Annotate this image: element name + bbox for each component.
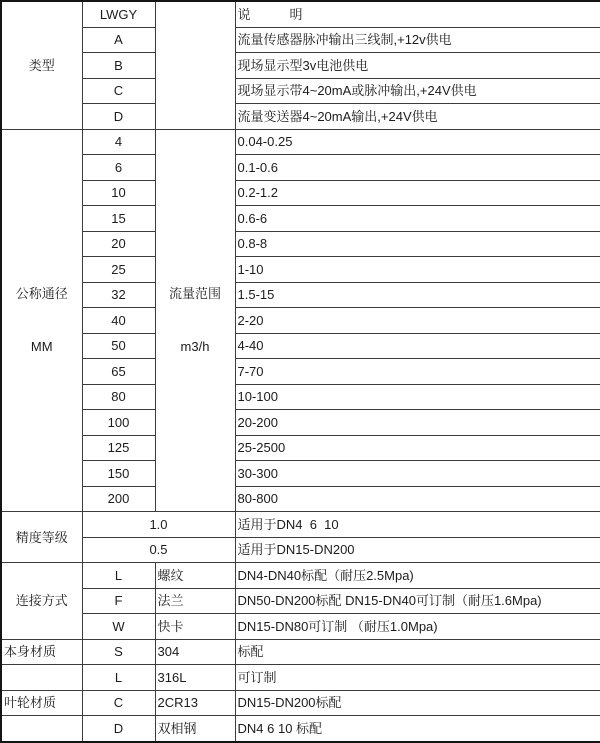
connection-desc-cell: DN50-DN200标配 DN15-DN40可订制（耐压1.6Mpa): [235, 588, 600, 614]
table-row: [1, 231, 600, 257]
impeller-material-code-cell: C: [82, 690, 155, 716]
impeller-material-code-cell: D: [82, 716, 155, 742]
model-code-cell: LWGY: [82, 1, 155, 27]
connection-desc-cell: DN15-DN80可订制 （耐压1.0Mpa): [235, 614, 600, 640]
impeller-material-section-label: 叶轮材质: [1, 690, 82, 716]
body-material-name-cell: 316L: [155, 665, 235, 691]
table-row: [1, 639, 600, 665]
table-row: [1, 588, 600, 614]
type-code-cell: A: [82, 27, 155, 53]
type-desc-cell: 现场显示型3v电池供电: [235, 53, 600, 79]
size-code-cell: 125: [82, 435, 155, 461]
diameter-label-line2: MM: [30, 339, 53, 355]
size-code-cell: 6: [82, 155, 155, 181]
table-row: [1, 78, 600, 104]
table-row: [1, 384, 600, 410]
flow-range-label-line1: 流量范围: [168, 286, 221, 302]
table-row: [1, 359, 600, 385]
diameter-label-line1: 公称通径: [15, 286, 68, 302]
table-row: [1, 435, 600, 461]
impeller-material-desc-cell: DN15-DN200标配: [235, 690, 600, 716]
size-code-cell: 100: [82, 410, 155, 436]
table-row: [1, 206, 600, 232]
diameter-section-label: [1, 129, 82, 512]
accuracy-desc-cell: 适用于DN15-DN200: [235, 537, 600, 563]
type-spacer-cell: [155, 1, 235, 129]
flow-range-value-cell: 1.5-15: [235, 282, 600, 308]
body-material-code-cell: S: [82, 639, 155, 665]
accuracy-class-cell: 1.0: [82, 512, 235, 538]
flow-range-value-cell: 30-300: [235, 461, 600, 487]
table-row: [1, 716, 600, 742]
flow-range-value-cell: 0.6-6: [235, 206, 600, 232]
size-code-cell: 50: [82, 333, 155, 359]
connection-code-cell: L: [82, 563, 155, 589]
size-code-cell: 200: [82, 486, 155, 512]
flow-range-value-cell: 0.2-1.2: [235, 180, 600, 206]
flow-range-value-cell: 25-2500: [235, 435, 600, 461]
table-row: [1, 333, 600, 359]
accuracy-desc-cell: 适用于DN4 6 10: [235, 512, 600, 538]
size-code-cell: 65: [82, 359, 155, 385]
size-code-cell: 32: [82, 282, 155, 308]
table-row: [1, 461, 600, 487]
table-row: [1, 53, 600, 79]
size-code-cell: 20: [82, 231, 155, 257]
flow-range-value-cell: 0.8-8: [235, 231, 600, 257]
table-row: [1, 410, 600, 436]
body-material-section-label: 本身材质: [1, 639, 82, 665]
type-desc-cell: 流量变送器4~20mA输出,+24V供电: [235, 104, 600, 130]
size-code-cell: 80: [82, 384, 155, 410]
table-row: [1, 129, 600, 155]
table-row: [1, 1, 600, 27]
table-row: [1, 665, 600, 691]
flow-range-value-cell: 2-20: [235, 308, 600, 334]
type-code-cell: B: [82, 53, 155, 79]
connection-code-cell: F: [82, 588, 155, 614]
table-row: [1, 537, 600, 563]
impeller-material-empty-label-cell: [1, 716, 82, 742]
table-row: [1, 690, 600, 716]
connection-name-cell: 法兰: [155, 588, 235, 614]
flow-range-value-cell: 10-100: [235, 384, 600, 410]
body-material-code-cell: L: [82, 665, 155, 691]
flow-range-value-cell: 7-70: [235, 359, 600, 385]
body-material-name-cell: 304: [155, 639, 235, 665]
impeller-material-desc-cell: DN4 6 10 标配: [235, 716, 600, 742]
type-desc-cell: 现场显示带4~20mA或脉冲输出,+24V供电: [235, 78, 600, 104]
connection-code-cell: W: [82, 614, 155, 640]
flow-range-label: [155, 129, 235, 512]
accuracy-class-cell: 0.5: [82, 537, 235, 563]
table-row: [1, 155, 600, 181]
table-row: [1, 512, 600, 538]
flow-range-label-line2: m3/h: [180, 339, 210, 355]
table-row: [1, 104, 600, 130]
type-code-cell: C: [82, 78, 155, 104]
size-code-cell: 40: [82, 308, 155, 334]
connection-name-cell: 快卡: [155, 614, 235, 640]
size-code-cell: 10: [82, 180, 155, 206]
flow-range-value-cell: 80-800: [235, 486, 600, 512]
flow-range-value-cell: 0.04-0.25: [235, 129, 600, 155]
table-row: [1, 257, 600, 283]
size-code-cell: 25: [82, 257, 155, 283]
body-material-desc-cell: 可订制: [235, 665, 600, 691]
connection-name-cell: 螺纹: [155, 563, 235, 589]
impeller-material-name-cell: 双相钢: [155, 716, 235, 742]
accuracy-section-label: 精度等级: [1, 512, 82, 563]
connection-section-label: 连接方式: [1, 563, 82, 640]
connection-desc-cell: DN4-DN40标配（耐压2.5Mpa): [235, 563, 600, 589]
size-code-cell: 4: [82, 129, 155, 155]
table-row: [1, 308, 600, 334]
description-header-cell: 说 明: [235, 1, 600, 27]
table-row: [1, 27, 600, 53]
body-material-empty-label-cell: [1, 665, 82, 691]
flow-range-value-cell: 20-200: [235, 410, 600, 436]
table-row: [1, 563, 600, 589]
flow-range-value-cell: 1-10: [235, 257, 600, 283]
body-material-desc-cell: 标配: [235, 639, 600, 665]
impeller-material-name-cell: 2CR13: [155, 690, 235, 716]
size-code-cell: 15: [82, 206, 155, 232]
type-code-cell: D: [82, 104, 155, 130]
type-desc-cell: 流量传感器脉冲输出三线制,+12v供电: [235, 27, 600, 53]
type-section-label: 类型: [1, 1, 82, 129]
table-row: [1, 282, 600, 308]
table-row: [1, 486, 600, 512]
table-row: [1, 180, 600, 206]
table-row: [1, 614, 600, 640]
size-code-cell: 150: [82, 461, 155, 487]
flow-range-value-cell: 0.1-0.6: [235, 155, 600, 181]
flow-range-value-cell: 4-40: [235, 333, 600, 359]
